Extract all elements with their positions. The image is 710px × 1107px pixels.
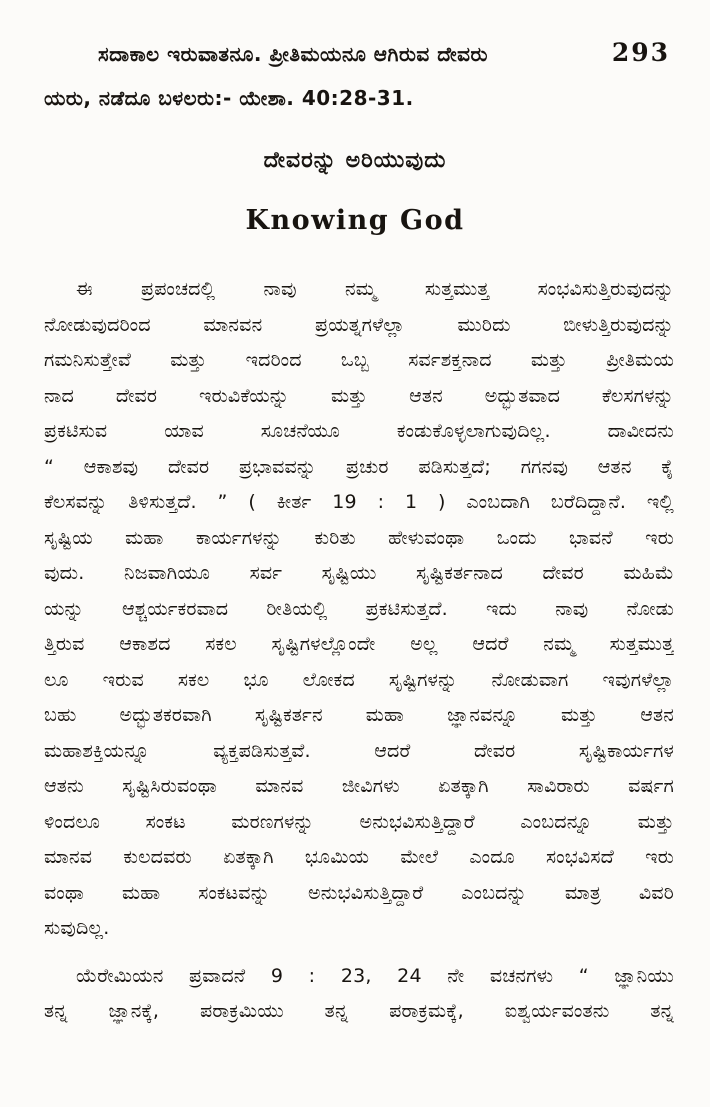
text-line: ನೋಡುವುದರಿಂದ ಮಾನವನ ಪ್ರಯತ್ನಗಳೆಲ್ಲಾ ಮುರಿದು ಬೀಳುತ್ತಿರುವುದನ್ನು	[44, 313, 674, 336]
paragraph-2	[44, 959, 674, 1030]
text-line: ಯೆರೇಮಿಯನ ಪ್ರವಾದನೆ 9 : 23, 24 ನೇ ವಚನಗಳು “ ಜ್ಞಾನಿಯು	[76, 964, 674, 987]
text-line: ಪ್ರಕಟಿಸುವ ಯಾವ ಸೂಚನೆಯೂ ಕಂಡುಕೊಳ್ಳಲಾಗುವುದಿಲ್ಲ. ದಾವೀದನು	[44, 420, 674, 442]
page-number: 293	[611, 38, 670, 67]
text-line: ಆತನು ಸೃಷ್ಟಿಸಿರುವಂಥಾ ಮಾನವ ಜೀವಿಗಳು ಏತಕ್ಕಾಗಿ ಸಾವಿರಾರು ವರ್ಷಗ	[44, 775, 674, 797]
text-line: ಯನ್ನು ಆಶ್ಚರ್ಯಕರವಾದ ರೀತಿಯಲ್ಲಿ ಪ್ರಕಟಿಸುತ್ತದೆ. ಇದು ನಾವು ನೋಡು	[44, 597, 674, 620]
text-line: ತನ್ನ ಜ್ಞಾನಕ್ಕೆ, ಪರಾಕ್ರಮಿಯು ತನ್ನ ಪರಾಕ್ರಮಕ್ಕೆ, ಐಶ್ವರ್ಯವಂತನು ತನ್ನ	[44, 1000, 674, 1022]
text-line: ವುದು. ನಿಜವಾಗಿಯೂ ಸರ್ವ ಸೃಷ್ಟಿಯು ಸೃಷ್ಟಿಕರ್ತನಾದ ದೇವರ ಮಹಿಮೆ	[44, 562, 674, 584]
text-line: ತ್ತಿರುವ ಆಕಾಶದ ಸಕಲ ಸೃಷ್ಟಿಗಳಲ್ಲೊಂದೇ ಅಲ್ಲ ಆದರೆ ನಮ್ಮ ಸುತ್ತಮುತ್ತ	[44, 633, 674, 655]
text-line: ಸೃಷ್ಟಿಯ ಮಹಾ ಕಾರ್ಯಗಳನ್ನು ಕುರಿತು ಹೇಳುವಂಥಾ ಒಂದು ಭಾವನೆ ಇರು	[44, 526, 674, 549]
paragraph-1	[44, 272, 674, 947]
text-line: ವಂಥಾ ಮಹಾ ಸಂಕಟವನ್ನು ಅನುಭವಿಸುತ್ತಿದ್ದಾರೆ ಎಂಬದನ್ನು ಮಾತ್ರ ವಿವರಿ	[44, 881, 674, 904]
text-line: ಕೆಲಸವನ್ನು ತಿಳಿಸುತ್ತದೆ. ” ( ಕೀರ್ತ 19 : 1 ) ಎಂಬದಾಗಿ ಬರೆದಿದ್ದಾನೆ. ಇಲ್ಲಿ	[44, 491, 674, 513]
chapter-title-english: Knowing God	[245, 205, 465, 236]
text-line: ಲೂ ಇರುವ ಸಕಲ ಭೂ ಲೋಕದ ಸೃಷ್ಟಿಗಳನ್ನು ನೋಡುವಾಗ ಇವುಗಳೆಲ್ಲಾ	[44, 668, 674, 691]
chapter-title-kannada: ದೇವರನ್ನು ಅರಿಯುವುದು	[263, 148, 447, 173]
text-line: ಈ ಪ್ರಪಂಚದಲ್ಲಿ ನಾವು ನಮ್ಮ ಸುತ್ತಮುತ್ತ ಸಂಭವಿಸುತ್ತಿರುವುದನ್ನು	[76, 278, 674, 300]
text-line: “ ಆಕಾಶವು ದೇವರ ಪ್ರಭಾವವನ್ನು ಪ್ರಚುರ ಪಡಿಸುತ್ತದೆ; ಗಗನವು ಆತನ ಕೈ	[44, 455, 674, 478]
text-line: ಗಮನಿಸುತ್ತೇವೆ ಮತ್ತು ಇದರಿಂದ ಒಬ್ಬ ಸರ್ವಶಕ್ತನಾದ ಮತ್ತು ಪ್ರೀತಿಮಯ	[44, 349, 674, 371]
scripture-reference-line: ಯರು, ನಡೆದೂ ಬಳಲರು:- ಯೇಶಾ. 40:28-31.	[44, 86, 414, 110]
text-line: ಮಾನವ ಕುಲದವರು ಏತಕ್ಕಾಗಿ ಭೂಮಿಯ ಮೇಲೆ ಎಂದೂ ಸಂಭವಿಸದೆ ಇರು	[44, 846, 674, 868]
text-line: ನಾದ ದೇವರ ಇರುವಿಕೆಯನ್ನು ಮತ್ತು ಆತನ ಅದ್ಭುತವಾದ ಕೆಲಸಗಳನ್ನು	[44, 384, 674, 407]
text-line: ಬಹು ಅದ್ಭುತಕರವಾಗಿ ಸೃಷ್ಟಿಕರ್ತನ ಮಹಾ ಜ್ಞಾನವನ್ನೂ ಮತ್ತು ಆತನ	[44, 704, 674, 726]
body-text	[44, 272, 674, 1030]
running-title: ಸದಾಕಾಲ ಇರುವಾತನೂ. ಪ್ರೀತಿಮಯನೂ ಆಗಿರುವ ದೇವರು	[98, 42, 488, 66]
page-header	[98, 38, 670, 67]
text-line: ಳಿಂದಲೂ ಸಂಕಟ ಮರಣಗಳನ್ನು ಅನುಭವಿಸುತ್ತಿದ್ದಾರೆ ಎಂಬದನ್ನೂ ಮತ್ತು	[44, 810, 674, 833]
text-line: ಸುವುದಿಲ್ಲ.	[44, 917, 110, 939]
text-line: ಮಹಾಶಕ್ತಿಯನ್ನೂ ವ್ಯಕ್ತಪಡಿಸುತ್ತವೆ. ಆದರೆ ದೇವರ ಸೃಷ್ಟಿಕಾರ್ಯಗಳ	[44, 739, 674, 762]
